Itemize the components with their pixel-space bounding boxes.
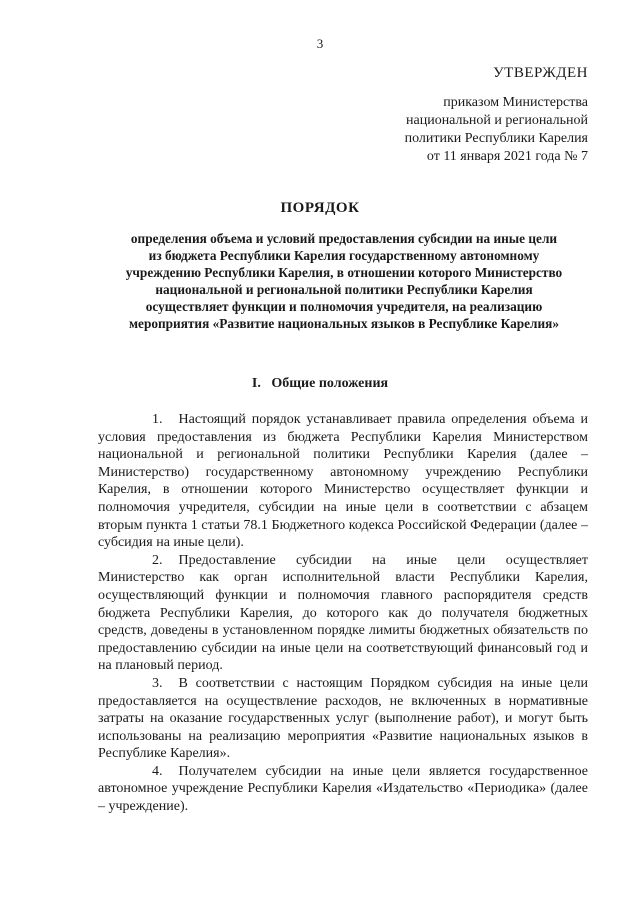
paragraph-number: 1. — [152, 412, 163, 427]
approval-heading: УТВЕРЖДЕН — [493, 65, 588, 81]
paragraph-number: 3. — [152, 675, 163, 691]
paragraph — [98, 552, 588, 675]
approval-line: политики Республики Карелия — [404, 131, 588, 146]
approval-block — [405, 64, 588, 166]
subtitle-line: из бюджета Республики Карелия государственному автономному — [148, 248, 540, 263]
paragraph-text: В соответствии с настоящим Порядком субсидия на иные цели предоставляется на осуществление расходов, не включенных в нормативные затраты на оказание государственных услуг (выполнение работ), и могут быть использованы на реализацию мероприятия «Развитие национальных языков в Республике Карелия». — [98, 675, 588, 762]
subtitle-line: национальной и региональной политики Республики Карелия — [155, 282, 533, 297]
approval-line: приказом Министерства — [443, 95, 588, 110]
subtitle-line: мероприятия «Развитие национальных языков в Республике Карелия» — [128, 316, 559, 331]
paragraph — [98, 411, 588, 552]
approval-line: от 11 января 2021 года № 7 — [426, 149, 588, 164]
paragraph-text: Предоставление субсидии на иные цели осуществляет Министерство как орган исполнительной власти Республики Карелия, осуществляющий функции и полномочия главного распорядителя средств бюджета Республики Карелия, до которого как до получателя бюджетных средств, доведены в установленном порядке лимиты бюджетных обязательств по предоставлению субсидии на иные цели на соответствующий финансовый год и на плановый период. — [98, 552, 588, 674]
document-body — [98, 411, 588, 816]
subtitle-line: осуществляет функции и полномочия учредителя, на реализацию — [145, 299, 543, 314]
subtitle-line: определения объема и условий предоставления субсидии на иные цели — [130, 231, 558, 246]
document-subtitle — [100, 230, 588, 332]
document-title: ПОРЯДОК — [280, 200, 360, 216]
paragraph-number: 2. — [152, 552, 163, 568]
paragraph-number: 4. — [152, 763, 163, 779]
paragraph — [98, 675, 588, 763]
subtitle-line: учреждению Республики Карелия, в отношении которого Министерство — [125, 265, 563, 280]
paragraph — [98, 763, 588, 816]
paragraph-text: Получателем субсидии на иные цели является государственное автономное учреждение Республики Карелия «Издательство «Периодика» (далее – учреждение). — [98, 763, 588, 815]
page-number: 3 — [316, 36, 324, 51]
paragraph-text: Настоящий порядок устанавливает правила определения объема и условия предоставления из бюджета Республики Карелия Министерством национальной и региональной политики Республики Карелия (далее – Министерство) государственному автономному учреждению Республики Карелия, в отношении которого Министерство осуществляет функции и полномочия учредителя, субсидии на иные цели в соответствии с абзацем вторым пункта 1 статьи 78.1 Бюджетного кодекса Российской Федерации (далее – субсидия на иные цели). — [98, 412, 588, 551]
section-heading: I. Общие положения — [251, 376, 389, 391]
approval-line: национальной и региональной — [406, 113, 588, 128]
